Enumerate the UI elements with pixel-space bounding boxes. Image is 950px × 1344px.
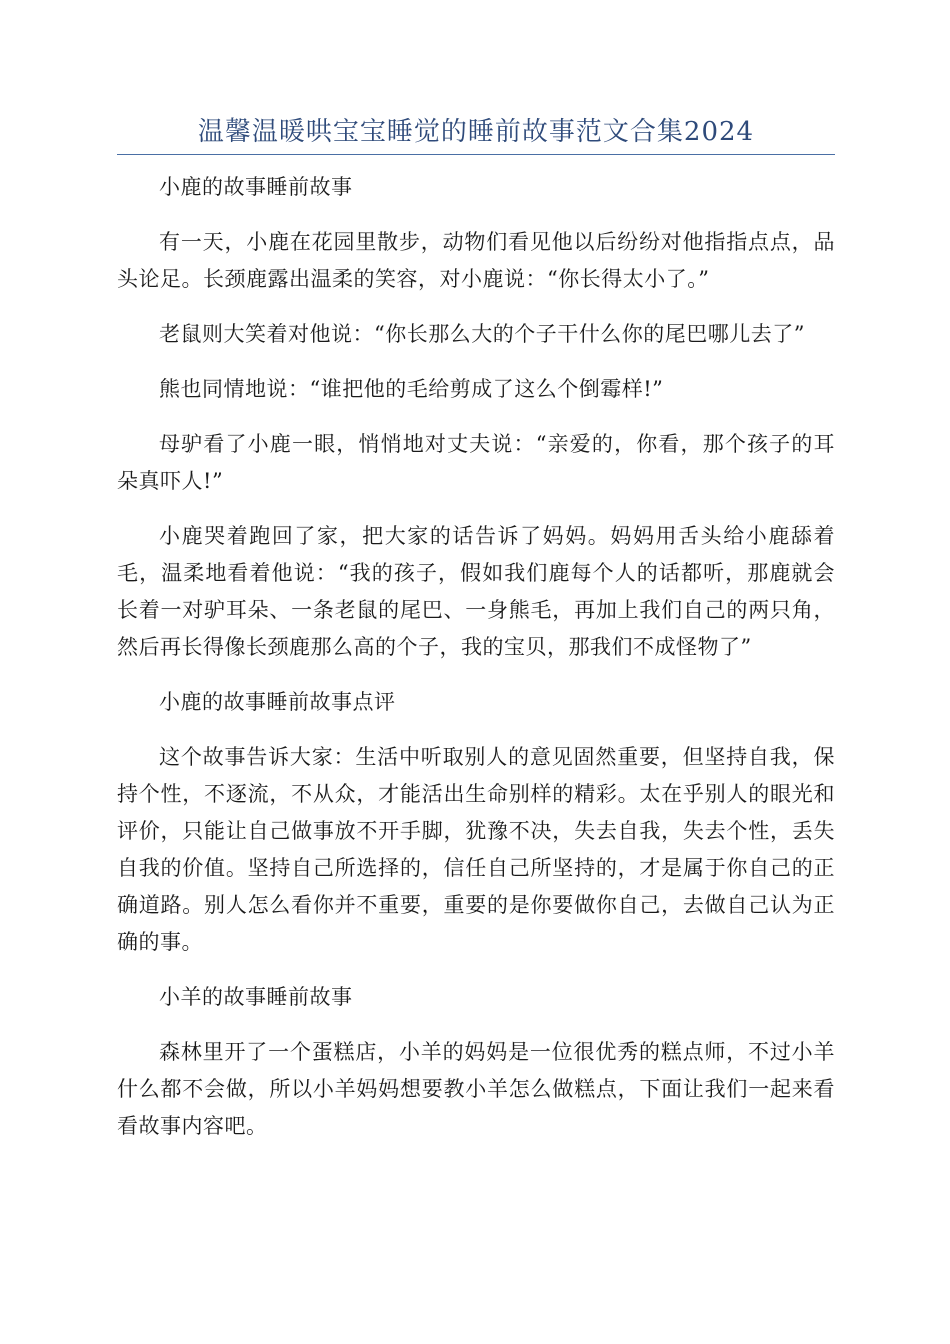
section-heading-deer-story: 小鹿的故事睡前故事 [159, 175, 353, 199]
document-title: 温馨温暖哄宝宝睡觉的睡前故事范文合集2024 [117, 112, 835, 155]
section-heading-lamb-story: 小羊的故事睡前故事 [159, 985, 353, 1009]
paragraph: 老鼠则大笑着对他说：“你长那么大的个子干什么你的尾巴哪儿去了” [159, 322, 805, 346]
document-page [117, 112, 835, 1163]
section-heading-deer-commentary: 小鹿的故事睡前故事点评 [159, 690, 396, 714]
document-body [117, 169, 835, 1145]
paragraph: 这个故事告诉大家：生活中听取别人的意见固然重要，但坚持自我，保持个性，不逐流，不从众，才能活出生命别样的精彩。太在乎别人的眼光和评价，只能让自己做事放不开手脚，犹豫不决，失去自我，失去个性，丢失自我的价值。坚持自己所选择的，信任自己所坚持的，才是属于你自己的正确道路。别人怎么看你并不重要，重要的是你要做你自己，去做自己认为正确的事。 [117, 745, 835, 954]
paragraph: 母驴看了小鹿一眼，悄悄地对丈夫说：“亲爱的，你看，那个孩子的耳朵真吓人!” [117, 432, 835, 493]
paragraph: 熊也同情地说：“谁把他的毛给剪成了这么个倒霉样!” [159, 377, 664, 401]
paragraph: 有一天，小鹿在花园里散步，动物们看见他以后纷纷对他指指点点，品头论足。长颈鹿露出温柔的笑容，对小鹿说：“你长得太小了。” [117, 230, 835, 291]
paragraph: 森林里开了一个蛋糕店，小羊的妈妈是一位很优秀的糕点师，不过小羊什么都不会做，所以小羊妈妈想要教小羊怎么做糕点，下面让我们一起来看看故事内容吧。 [117, 1040, 835, 1138]
paragraph: 小鹿哭着跑回了家，把大家的话告诉了妈妈。妈妈用舌头给小鹿舔着毛，温柔地看着他说：“我的孩子，假如我们鹿每个人的话都听，那鹿就会长着一对驴耳朵、一条老鼠的尾巴、一身熊毛，再加上我们自己的两只角，然后再长得像长颈鹿那么高的个子，我的宝贝，那我们不成怪物了” [117, 524, 835, 659]
